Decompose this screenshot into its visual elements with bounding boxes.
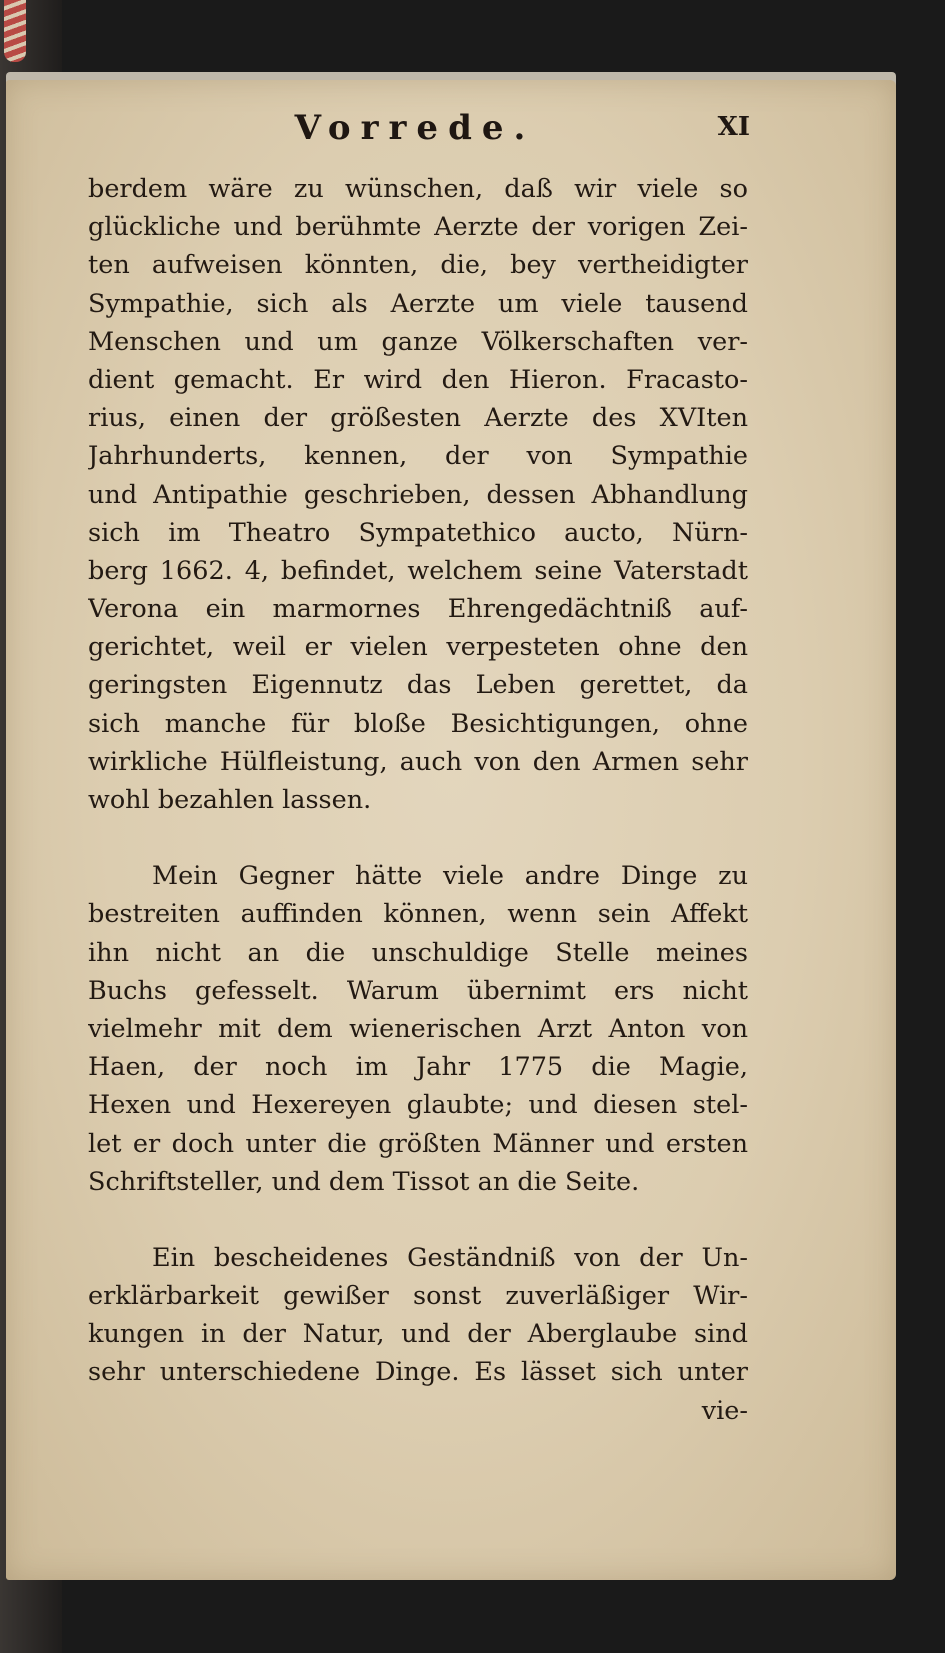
paragraph-gap	[88, 1201, 748, 1239]
text-line: sehr unterschiedene Dinge. Es lässet sich unter	[88, 1357, 748, 1388]
text-line: glückliche und berühmte Aerzte der vorigen Zei-	[88, 212, 748, 243]
text-line: Hexen und Hexereyen glaubte; und diesen stel-	[88, 1090, 748, 1121]
text-line: und Antipathie geschrieben, dessen Abhandlung	[88, 479, 748, 510]
text-line: ten aufweisen könnten, die, bey vertheidigter	[88, 250, 748, 281]
text-line: Verona ein marmornes Ehrengedächtniß auf-	[88, 594, 748, 625]
text-line: berg 1662. 4, befindet, welchem seine Vaterstadt	[88, 555, 748, 586]
text-line: Schriftsteller, und dem Tissot an die Seite.	[88, 1166, 640, 1197]
text-line: sich manche für bloße Besichtigungen, ohne	[88, 708, 748, 739]
text-line: rius, einen der größesten Aerzte des XVIten	[88, 403, 748, 434]
text-line: Menschen und um ganze Völkerschaften ver-	[88, 326, 748, 357]
text-line: Ein bescheidenes Geständniß von der Un-	[152, 1242, 748, 1273]
paragraph	[88, 170, 748, 819]
text-line: berdem wäre zu wünschen, daß wir viele so	[88, 174, 748, 204]
text-line: Jahrhunderts, kennen, der von Sympathie	[88, 441, 748, 472]
text-line: erklärbarkeit gewißer sonst zuverläßiger Wir-	[88, 1281, 748, 1312]
text-line: let er doch unter die größten Männer und ersten	[88, 1128, 748, 1159]
text-line: vielmehr mit dem wienerischen Arzt Anton von	[88, 1013, 748, 1044]
text-line: dient gemacht. Er wird den Hieron. Fracasto-	[88, 364, 748, 395]
text-line: wohl bezahlen lassen.	[88, 785, 372, 815]
paragraph-gap	[88, 819, 748, 857]
paragraph	[88, 857, 748, 1201]
text-line: wirkliche Hülfleistung, auch von den Armen sehr	[88, 746, 748, 777]
text-line: gerichtet, weil er vielen verpesteten ohne den	[88, 632, 748, 663]
running-head: Vorrede.	[294, 108, 536, 148]
paragraph	[88, 1239, 748, 1392]
page-header	[80, 108, 750, 158]
text-line: ihn nicht an die unschuldige Stelle meines	[88, 937, 748, 968]
text-line: Mein Gegner hätte viele andre Dinge zu	[152, 861, 748, 892]
text-line: sich im Theatro Sympatethico aucto, Nürn-	[88, 517, 748, 548]
body-text	[88, 170, 748, 1430]
binding-thread	[4, 0, 26, 62]
catchword: vie-	[701, 1395, 748, 1426]
text-line: kungen in der Natur, und der Aberglaube sind	[88, 1319, 748, 1350]
text-line: geringsten Eigennutz das Leben gerettet, da	[88, 670, 748, 701]
text-line: Buchs gefesselt. Warum übernimt ers nicht	[88, 975, 748, 1006]
text-line: Haen, der noch im Jahr 1775 die Magie,	[88, 1052, 748, 1083]
text-line: bestreiten auffinden können, wenn sein Affekt	[88, 899, 748, 930]
text-line: Sympathie, sich als Aerzte um viele tausend	[88, 288, 748, 319]
page-number: XI	[717, 112, 750, 142]
